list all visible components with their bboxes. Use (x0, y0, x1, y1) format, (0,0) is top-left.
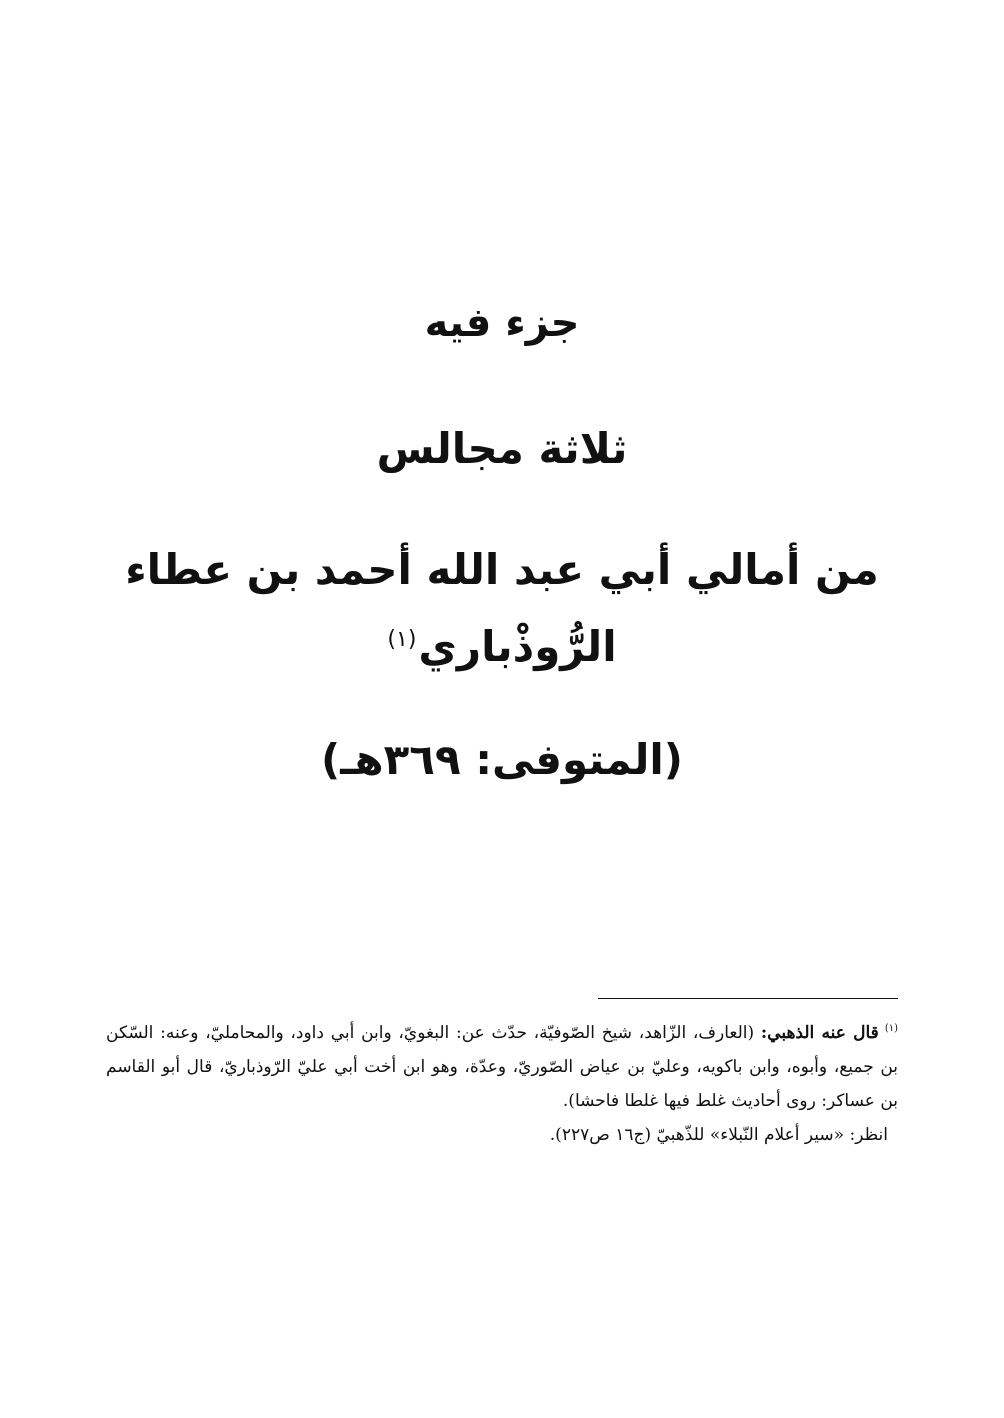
title-line-3: من أمالي أبي عبد الله أحمد بن عطاء (125, 545, 879, 594)
footnote-source: انظر: «سير أعلام النّبلاء» للذّهبيّ (ج١٦ ص٢٢٧). (549, 1125, 888, 1145)
footnote-lead: قال عنه الذهبي: (760, 1023, 879, 1043)
author-nisba: الرُّوذْباري (418, 622, 617, 671)
footnote-body: (العارف، الزّاهد، شيخ الصّوفيّة، حدّث عن: البغويّ، وابن أبي داود، والمحامليّ، وعنه: السّكن بن جميع، وأبوه، وابن باكويه، وعليّ بن عياض الصّوريّ، وعدّة، وهو ابن أخت أبي عليّ الرّوذباريّ، قال أبو القاسم بن عساكر: روى أحاديث غلط فيها غلطا فاحشا). (106, 1023, 898, 1111)
footnote-marker: (١) (884, 1023, 898, 1035)
title-line-4 (0, 622, 1004, 671)
title-line-2: ثلاثة مجالس (376, 424, 628, 473)
footnote-reference[interactable]: (١) (387, 627, 417, 652)
footnote-separator (598, 998, 898, 999)
footnote (106, 1016, 898, 1152)
death-date: (المتوفى: ٣٦٩هـ) (321, 735, 683, 784)
footnote-paragraph (106, 1016, 898, 1118)
title-line-1: جزء فيه (424, 300, 580, 346)
